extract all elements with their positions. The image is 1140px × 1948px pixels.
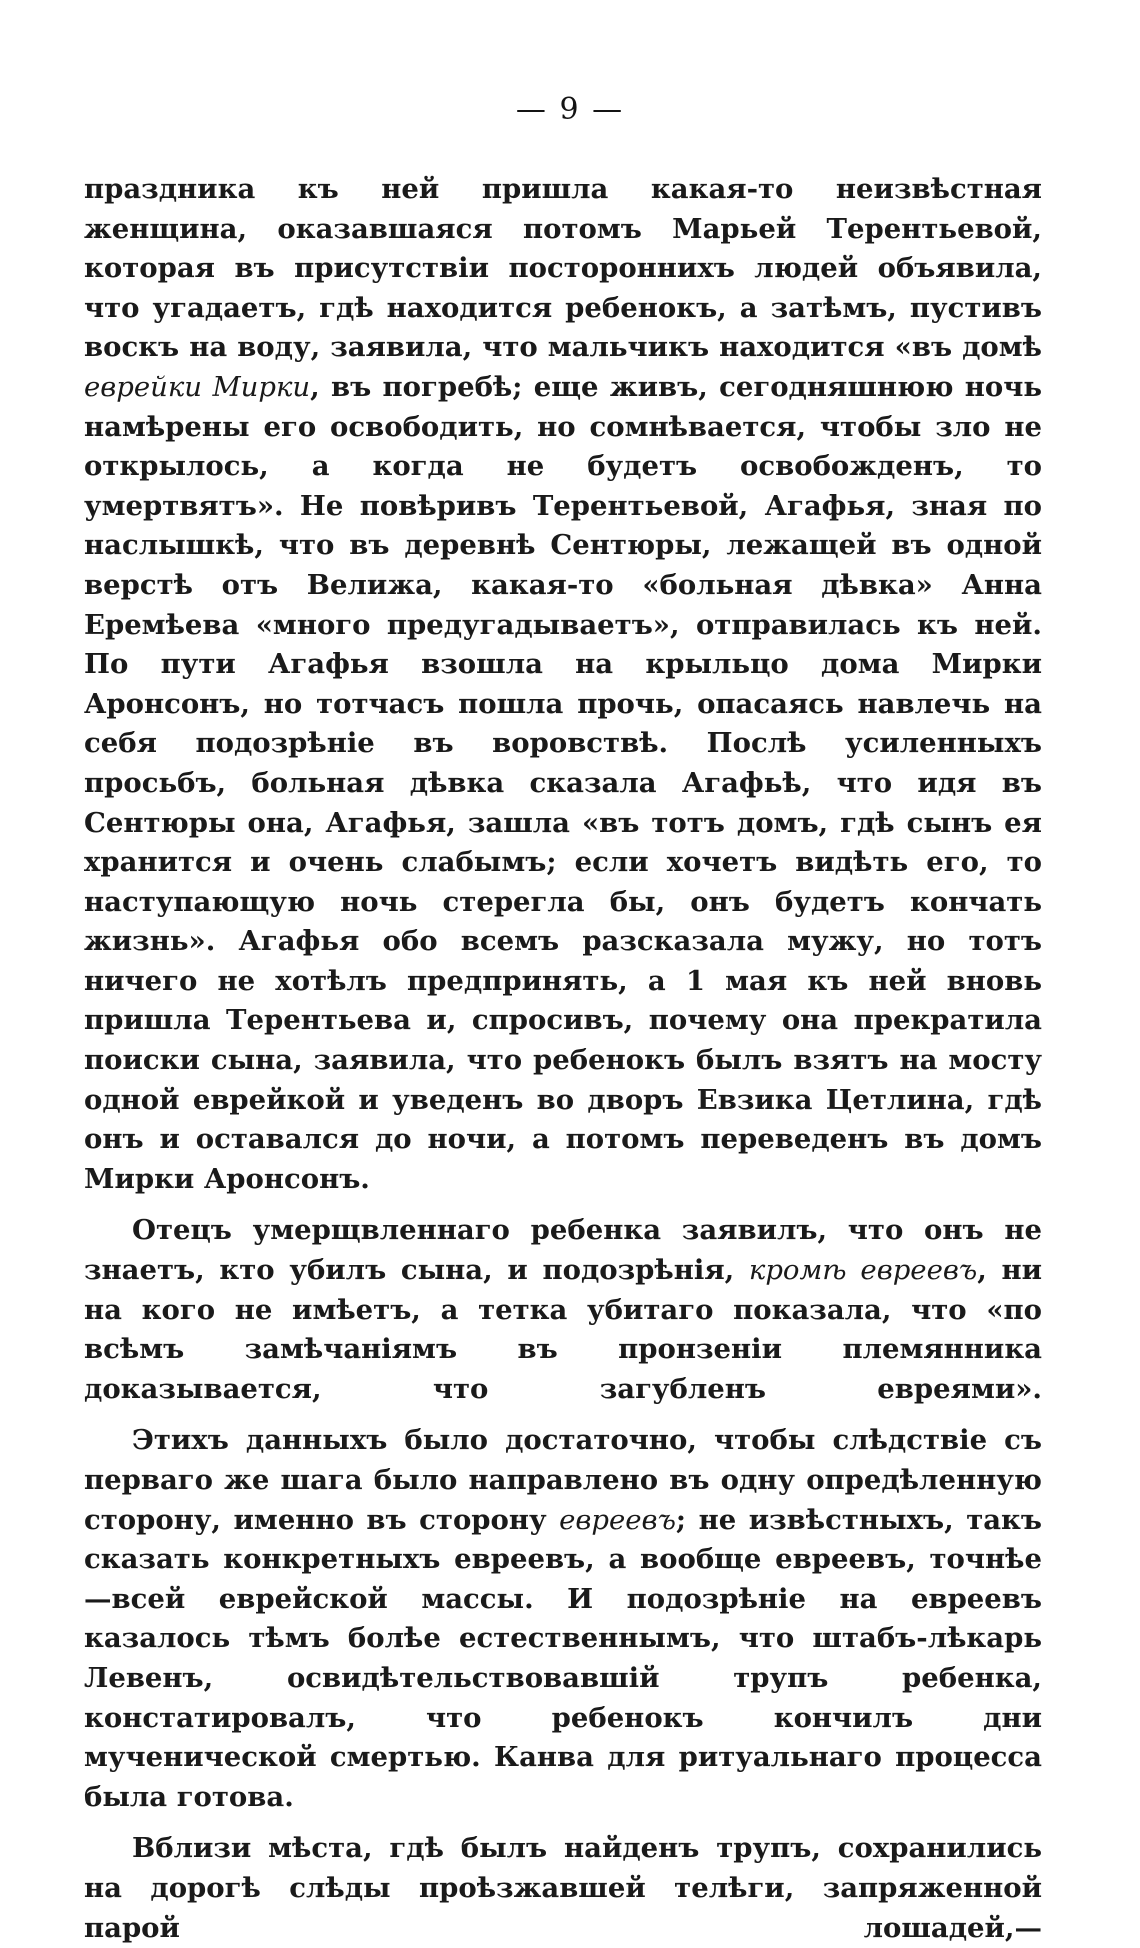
- paragraph-3-text-1: Этихъ данныхъ было достаточно, чтобы слѣдствіе съ перваго же шага было направлено въ одну опредѣленную сторону, именно въ сторону: [84, 1424, 1042, 1536]
- paragraph-3-italic-1: евреевъ: [559, 1503, 676, 1536]
- paragraph-2-text-2: , ни на кого не имѣетъ, а тетка убитаго показала, что «по всѣмъ замѣчаніямъ въ пронзеніи племянника доказывается, что загубленъ евреями».: [84, 1254, 1042, 1405]
- paragraph-1-text-1: праздника къ ней пришла какая-то неизвѣстная женщина, оказавшаяся потомъ Марьей Терентьевой, которая въ присутствіи постороннихъ людей объявила, что угадаетъ, гдѣ находится ребенокъ, а затѣмъ, пустивъ воскъ на воду, заявила, что мальчикъ находится «въ домѣ: [84, 173, 1042, 364]
- body-text: [84, 170, 1042, 1948]
- paragraph-3: [84, 1421, 1042, 1817]
- paragraph-4-text-1: Вблизи мѣста, гдѣ былъ найденъ трупъ, сохранились на дорогѣ слѣды проѣзжавшей телѣги, запряженной парой лошадей,—: [84, 1832, 1042, 1944]
- paragraph-3-text-2: ; не извѣстныхъ, такъ сказать конкретныхъ евреевъ, а вообще евреевъ, точнѣе—всей еврейской массы. И подозрѣніе на евреевъ казалось тѣмъ болѣе естественнымъ, что штабъ-лѣкарь Левенъ, освидѣтельствовавшій трупъ ребенка, констатировалъ, что ребенокъ кончилъ дни мученической смертью. Канва для ритуальнаго процесса была готова.: [84, 1503, 1043, 1813]
- paragraph-1: [84, 170, 1042, 1199]
- page-number: — 9 —: [515, 92, 625, 127]
- paragraph-1-text-2: , въ погребѣ; еще живъ, сегодняшнюю ночь намѣрены его освободить, но сомнѣвается, чтобы зло не открылось, а когда не будетъ освобожденъ, то умертвятъ». Не повѣривъ Терентьевой, Агафья, зная по наслышкѣ, что въ деревнѣ Сентюры, лежащей въ одной верстѣ отъ Велижа, какая-то «больная дѣвка» Анна Еремѣева «много предугадываетъ», отправилась къ ней. По пути Агафья взошла на крыльцо дома Мирки Аронсонъ, но тотчасъ пошла прочь, опасаясь навлечь на себя подозрѣніе въ воровствѣ. Послѣ усиленныхъ просьбъ, больная дѣвка сказала Агафьѣ, что идя въ Сентюры она, Агафья, зашла «въ тотъ домъ, гдѣ сынъ ея хранится и очень слабымъ; если хочетъ видѣть его, то наступающую ночь стерегла бы, онъ будетъ кончать жизнь». Агафья обо всемъ разсказала мужу, но тотъ ничего не хотѣлъ предпринять, а 1 мая къ ней вновь пришла Терентьева и, спросивъ, почему она прекратила поиски сына, заявила, что ребенокъ былъ взятъ на мосту одной еврейкой и уведенъ во дворъ Евзика Цетлина, гдѣ онъ и оставался до ночи, а потомъ переведенъ въ домъ Мирки Аронсонъ.: [84, 370, 1042, 1195]
- paragraph-2-italic-1: кромѣ евреевъ: [748, 1254, 978, 1287]
- paragraph-4: [84, 1829, 1042, 1948]
- paragraph-2: [84, 1211, 1042, 1409]
- paragraph-1-italic-1: еврейки Мирки: [84, 370, 311, 403]
- paragraph-2-text-1: Отецъ умерщвленнаго ребенка заявилъ, что онъ не знаетъ, кто убилъ сына, и подозрѣнія,: [84, 1214, 1042, 1287]
